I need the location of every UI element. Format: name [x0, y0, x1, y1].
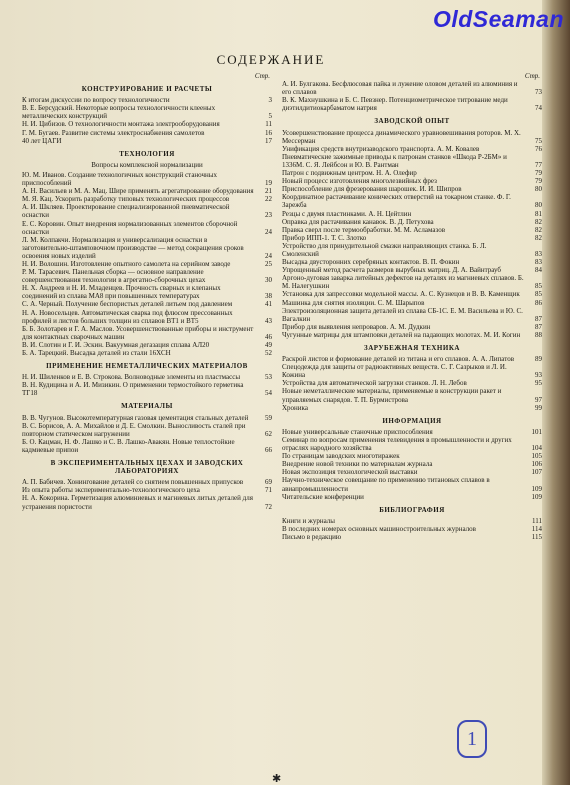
- toc-entry-page: 17: [265, 136, 272, 145]
- toc-entry-page: 59: [265, 413, 272, 422]
- toc-entry: [22, 187, 272, 195]
- toc-entry-title: Аргоно-дуговая заварка литейных дефектов на деталях из магниевых сплавов. Б. М. Налегушкин: [282, 274, 524, 291]
- toc-entry: [22, 414, 272, 422]
- toc-entry: [22, 104, 272, 120]
- toc-entry: [282, 153, 542, 169]
- toc-entry-page: 99: [535, 403, 542, 412]
- toc-entry-title: Приспособление для фрезерования шарошек. И. И. Шипров: [282, 185, 462, 194]
- toc-entry: [282, 468, 542, 476]
- toc-entry-page: 85: [535, 290, 542, 299]
- toc-entry: [22, 309, 272, 325]
- toc-entry-page: 21: [265, 187, 272, 196]
- toc-entry: [282, 266, 542, 274]
- toc-entry-page: 80: [535, 201, 542, 210]
- toc-entry: [22, 120, 272, 128]
- toc-entry-title: Раскрой листов и формование деталей из титана и его сплавов. А. А. Липатов: [282, 355, 515, 364]
- toc-entry-title: Ю. М. Иванов. Создание технологичных конструкций станочных приспособлений: [22, 170, 217, 188]
- toc-entry-page: 107: [531, 468, 542, 477]
- toc-entry: [22, 284, 272, 300]
- toc-entry: [282, 387, 542, 403]
- section-heading: ИНФОРМАЦИЯ: [382, 416, 442, 425]
- toc-entry-page: 41: [265, 300, 272, 309]
- toc-entry: [282, 145, 542, 153]
- toc-entry-page: 114: [531, 524, 542, 533]
- toc-entry: [22, 195, 272, 203]
- toc-entry-page: 93: [535, 371, 542, 380]
- toc-entry: [282, 169, 542, 177]
- toc-entry-title: Прибор для выявления непроваров. А. М. Дудкин: [282, 322, 431, 331]
- toc-entry-title: А. И. Шкляев. Проектирование специализированной пневматической оснастки: [22, 203, 230, 220]
- toc-entry-page: 89: [535, 355, 542, 364]
- toc-entry: [22, 171, 272, 187]
- toc-entry: [22, 325, 272, 341]
- toc-entry-page: 83: [535, 258, 542, 267]
- toc-entry-title: Б. А. Тарецкий. Высадка деталей из стали 16ХСН: [22, 349, 171, 357]
- toc-entry-page: 80: [535, 185, 542, 194]
- toc-entry: [22, 96, 272, 104]
- toc-entry-page: 82: [535, 217, 542, 226]
- toc-entry-title: Н. А. Кокорина. Герметизация алюминиевых и магниевых литых деталей для устранения пористости: [22, 494, 253, 511]
- toc-entry-title: Новая экспозиция технологической выставки: [282, 468, 418, 477]
- section-heading: ТЕХНОЛОГИЯ: [119, 149, 175, 158]
- toc-entry-page: 24: [265, 227, 272, 236]
- section-heading: ЗАВОДСКОЙ ОПЫТ: [374, 117, 450, 126]
- toc-entry-page: 76: [535, 144, 542, 153]
- toc-entry-page: 101: [531, 427, 542, 436]
- toc-entry: [282, 274, 542, 290]
- section-heading: КОНСТРУИРОВАНИЕ И РАСЧЕТЫ: [81, 85, 213, 94]
- toc-entry-title: В. В. Чугунов. Высокотемпературная газовая цементация стальных деталей: [22, 413, 249, 422]
- toc-entry-page: 24: [265, 251, 272, 260]
- toc-entry-page: 109: [531, 492, 542, 501]
- toc-entry-page: 11: [265, 120, 272, 129]
- toc-entry-title: Хроника: [282, 403, 308, 412]
- toc-entry-title: А. П. Бабичев. Хонингование деталей со снятием повышенных припусков: [22, 478, 244, 487]
- toc-entry-title: Электроизоляционная защита деталей из сплава СБ-1С. Е. М. Васильева и Ю. С. Вагалкин: [282, 306, 523, 323]
- toc-entry-page: 22: [265, 195, 272, 204]
- toc-entry-page: 84: [535, 266, 542, 275]
- book-edge: [542, 0, 570, 785]
- toc-entry-title: Устройство для принудительной смазки направляющих станка. Б. Л. Смоленский: [282, 241, 487, 258]
- toc-entry-title: В последних номерах основных машиностроительных журналов: [282, 524, 476, 533]
- toc-entry-title: Высадка двусторонних серебряных контактов. В. П. Фокин: [282, 258, 460, 267]
- toc-entry: [282, 379, 542, 387]
- toc-entry-page: 5: [268, 112, 272, 121]
- toc-entry: [22, 203, 272, 219]
- toc-entry: [22, 438, 272, 454]
- toc-entry-page: 46: [265, 332, 272, 341]
- toc-entry-page: 106: [531, 460, 542, 469]
- toc-entry: [22, 341, 272, 349]
- toc-entry-title: Новый процесс изготовления многолезвийных фрез: [282, 177, 437, 186]
- toc-entry-page: 43: [265, 316, 272, 325]
- toc-entry-page: 79: [535, 177, 542, 186]
- page-title: СОДЕРЖАНИЕ: [216, 52, 326, 67]
- toc-entry-page: 72: [265, 502, 272, 511]
- left-column: [22, 72, 272, 511]
- toc-entry: [282, 226, 542, 234]
- toc-entry: [282, 404, 542, 412]
- section-heading: БИБЛИОГРАФИЯ: [379, 505, 445, 514]
- section-heading: В ЭКСПЕРИМЕНТАЛЬНЫХ ЦЕХАХ И ЗАВОДСКИХ ЛАБОРАТОРИЯХ: [50, 459, 244, 476]
- toc-entry-page: 109: [531, 484, 542, 493]
- toc-entry: [282, 460, 542, 468]
- toc-entry: [282, 290, 542, 298]
- watermark-logo: OldSeaman: [432, 6, 564, 32]
- toc-entry-page: 82: [535, 233, 542, 242]
- toc-entry: [282, 96, 542, 112]
- toc-entry-title: Чугунные матрицы для штамповки деталей на падающих молотах. М. И. Когин: [282, 330, 521, 339]
- toc-entry: [282, 355, 542, 363]
- toc-entry-page: 87: [535, 314, 542, 323]
- toc-entry: [282, 363, 542, 379]
- toc-entry: [282, 331, 542, 339]
- toc-entry-page: 53: [265, 373, 272, 382]
- toc-entry-page: 97: [535, 395, 542, 404]
- ornament-icon: ✱: [272, 773, 282, 785]
- toc-entry-title: Н. И. Цибизов. О технологичности монтажа электрооборудования: [22, 120, 220, 129]
- toc-entry: [22, 260, 272, 268]
- toc-entry: [282, 428, 542, 436]
- toc-entry-title: Усовершенствование процесса динамического уравновешивания роторов. М. Х. Мессерман: [282, 128, 521, 145]
- toc-entry-page: 66: [265, 445, 272, 454]
- toc-entry: [22, 236, 272, 260]
- toc-entry-page: 79: [535, 169, 542, 178]
- toc-entry-page: 30: [265, 276, 272, 285]
- toc-entry-title: А. И. Булгакова. Бесфлюсовая пайка и лужение оловом деталей из алюминия и его сплавов: [282, 80, 518, 97]
- library-stamp: 1: [457, 720, 487, 758]
- toc-entry: [282, 323, 542, 331]
- toc-entry-title: Патрон с подвижным центром. Н. А. Олефир: [282, 169, 417, 178]
- subsection-heading: Вопросы комплексной нормализации: [91, 160, 203, 169]
- toc-entry-page: 87: [535, 322, 542, 331]
- toc-entry-title: Правка сверл после термообработки. М. М. Асламазов: [282, 225, 446, 234]
- toc-entry-title: В. И. Слотин и Г. И. Эскин. Вакуумная дегазация сплава АЛ20: [22, 340, 210, 349]
- toc-entry-title: В. С. Борисов, А. А. Михайлов и Д. Е. Смолкин. Выносливость сталей при повторном статическом нагружении: [22, 421, 246, 438]
- toc-entry-page: 81: [535, 209, 542, 218]
- toc-entry-title: В. К. Махнушкина и Б. С. Певзнер. Потенциометрическое титрование меди диэтилдитиокарбаматом натрия: [282, 96, 508, 113]
- toc-entry: [22, 373, 272, 381]
- toc-entry: [282, 493, 542, 501]
- toc-entry: [22, 422, 272, 438]
- toc-entry: [22, 220, 272, 236]
- toc-entry: [22, 381, 272, 397]
- toc-entry-page: 19: [265, 179, 272, 188]
- toc-entry: [282, 258, 542, 266]
- toc-entry: [282, 80, 542, 96]
- toc-entry: [22, 129, 272, 137]
- toc-entry-title: По страницам заводских многотиражек: [282, 452, 400, 461]
- toc-entry-page: 74: [535, 104, 542, 113]
- toc-entry: [282, 525, 542, 533]
- toc-entry-title: К итогам дискуссии по вопросу технологичности: [22, 96, 170, 105]
- toc-entry-title: Устройства для автоматической загрузки станков. Л. Н. Лебов: [282, 379, 467, 388]
- toc-entry-title: Е. С. Коровин. Опыт внедрения нормализованных элементов сборочной оснастки: [22, 219, 238, 236]
- toc-entry-title: Спецодежда для защиты от радиоактивных веществ. С. Г. Сазрыков и Л. И. Кожина: [282, 363, 507, 380]
- toc-entry-title: Л. М. Колпакчи. Нормализация и универсализация оснастки в заготовительно-штамповочном производстве — метод сокращения сроков освоения новых изделий: [22, 235, 244, 260]
- toc-entry-page: 23: [265, 211, 272, 220]
- toc-entry-title: Новые универсальные станочные приспособления: [282, 427, 433, 436]
- toc-entry-title: А. Н. Васильев и М. А. Мац. Шире применять агрегатирование оборудования: [22, 187, 254, 196]
- toc-entry-page: 86: [535, 298, 542, 307]
- toc-entry-page: 88: [535, 330, 542, 339]
- toc-entry-page: 95: [535, 379, 542, 388]
- toc-entry-page: 85: [535, 282, 542, 291]
- toc-entry-title: Семинар по вопросам применения телевидения в промышленности и других отраслях народного хозяйства: [282, 435, 512, 453]
- toc-entry-title: М. Я. Кац. Ускорить разработку типовых технологических процессов: [22, 195, 230, 204]
- toc-entry-page: 104: [531, 444, 542, 453]
- toc-entry-page: 25: [265, 259, 272, 268]
- toc-entry-title: Книги и журналы: [282, 516, 335, 525]
- toc-entry: [22, 486, 272, 494]
- toc-entry-page: 69: [265, 478, 272, 487]
- toc-entry: [282, 218, 542, 226]
- toc-entry-page: 71: [265, 486, 272, 495]
- toc-entry-page: 62: [265, 429, 272, 438]
- toc-entry-page: 3: [268, 96, 272, 105]
- toc-entry: [282, 299, 542, 307]
- toc-entry-page: 54: [265, 389, 272, 398]
- toc-entry-title: Новые неметаллические материалы, применяемые в конструкции ракет и управляемых снарядов. Т. П. Бурмистрова: [282, 387, 502, 404]
- right-column: [282, 72, 542, 541]
- toc-entry-page: 77: [535, 160, 542, 169]
- toc-entry-title: Резцы с двумя пластинками. А. Н. Цейтлин: [282, 209, 412, 218]
- toc-entry-title: Оправка для растачивания канавок. В. Д. Петухова: [282, 217, 434, 226]
- toc-entry-title: Б. О. Кацман, Н. Ф. Лашко и С. В. Лашко-Авакян. Новые теплостойкие кадмиевые припои: [22, 437, 235, 454]
- toc-entry-title: Письмо в редакцию: [282, 532, 342, 541]
- toc-entry-page: 82: [535, 225, 542, 234]
- toc-entry: [282, 307, 542, 323]
- toc-entry-page: 52: [265, 349, 272, 357]
- toc-entry-title: Пневматические зажимные приводы к патронам станков «Шкода Р-2БМ» и 1336М. С. Я. Лейбсон и Ю. В. Рантман: [282, 152, 507, 169]
- toc-entry: [282, 452, 542, 460]
- toc-entry-title: Р. М. Тарасевич. Панельная сборка — основное направление совершенствования технологии в агрегатно-сборочных цехах: [22, 268, 206, 285]
- toc-entry-title: Машинка для снятия изоляции. С. М. Шарыпов: [282, 298, 425, 307]
- toc-entry-title: Г. М. Бугаев. Развитие системы электроснабжения самолетов: [22, 128, 205, 137]
- toc-entry-page: 16: [265, 128, 272, 137]
- toc-entry-title: 40 лет ЦАГИ: [22, 136, 62, 145]
- toc-entry: [22, 494, 272, 510]
- toc-entry-title: Из опыта работы экспериментально-технологического цеха: [22, 486, 200, 495]
- toc-entry: [282, 177, 542, 185]
- toc-entry: [22, 268, 272, 284]
- toc-entry: [282, 517, 542, 525]
- toc-entry: [282, 210, 542, 218]
- toc-entry-title: Унификация средств внутризаводского транспорта. А. М. Ковалев: [282, 144, 480, 153]
- toc-entry: [282, 242, 542, 258]
- toc-entry: [282, 533, 542, 541]
- toc-entry-page: 75: [535, 136, 542, 145]
- toc-entry-page: 111: [532, 516, 542, 525]
- toc-entry-title: С. А. Черный. Получение беспористых деталей литьем под давлением: [22, 300, 233, 309]
- toc-entry: [282, 185, 542, 193]
- toc-entry: [282, 476, 542, 492]
- toc-entry: [22, 349, 272, 357]
- section-heading: ПРИМЕНЕНИЕ НЕМЕТАЛЛИЧЕСКИХ МАТЕРИАЛОВ: [46, 362, 248, 371]
- section-heading: МАТЕРИАЛЫ: [121, 402, 173, 411]
- toc-entry-page: 115: [531, 532, 542, 541]
- section-heading: ЗАРУБЕЖНАЯ ТЕХНИКА: [364, 344, 460, 352]
- toc-entry-title: Н. А. Новосельцев. Автоматическая сварка под флюсом прессованных профилей и листов больших толщин из сплавов ВТ1 и ВТ5: [22, 308, 233, 325]
- toc-entry-page: 105: [531, 452, 542, 461]
- toc-entry: [282, 193, 542, 209]
- toc-entry-title: Н. Х. Андреев и Н. И. Младенцев. Прочность сварных и клепаных соединений из сплава МА8 при повышенных температурах: [22, 284, 221, 301]
- toc-entry-title: Упрощенный метод расчета размеров вырубных матриц. Д. А. Вайнтрауб: [282, 266, 501, 275]
- toc-entry-title: Н. И. Волошин. Изготовление опытного самолета на серийном заводе: [22, 259, 231, 268]
- toc-entry-title: Научно-техническое совещание по применению титановых сплавов в авиапромышленности: [282, 476, 490, 493]
- toc-entry: [282, 129, 542, 145]
- toc-entry: [22, 137, 272, 145]
- toc-entry-title: В. Е. Берсудский. Некоторые вопросы технологичности клееных металлических конструкций: [22, 104, 216, 121]
- toc-entry-title: Координатное растачивание конических отверстий на токарном станке. Ф. Г. Зарежба: [282, 193, 511, 210]
- page-column-label: Стр.: [254, 72, 270, 80]
- toc-entry-page: 73: [535, 88, 542, 97]
- toc-entry: [22, 478, 272, 486]
- toc-entry-title: Прибор ИПП-1. Т. С. Злотко: [282, 233, 367, 242]
- toc-entry-page: 83: [535, 249, 542, 258]
- toc-entry: [282, 436, 542, 452]
- toc-entry: [282, 234, 542, 242]
- page-column-label: Стр.: [524, 72, 540, 80]
- toc-entry-page: 38: [265, 292, 272, 301]
- toc-entry-title: Внедрение новой техники по материалам журнала: [282, 460, 433, 469]
- toc-entry-title: Читательские конференции: [282, 492, 364, 501]
- toc-entry: [22, 300, 272, 308]
- toc-entry-title: В. Н. Кудицина и А. И. Мизикин. О применении термостойкого герметика ТГ18: [22, 381, 244, 398]
- toc-entry-title: Б. Б. Золотарев и Г. А. Маслов. Усовершенствованные приборы и инструмент для контактных сварочных машин: [22, 324, 254, 341]
- toc-entry-title: Н. И. Шиленков и Е. В. Строкова. Волноводные элементы из пластмассы: [22, 373, 241, 382]
- toc-entry-title: Установка для запрессовки модельной массы. А. С. Кузнецов и В. В. Каменщик: [282, 290, 520, 299]
- toc-entry-page: 49: [265, 340, 272, 349]
